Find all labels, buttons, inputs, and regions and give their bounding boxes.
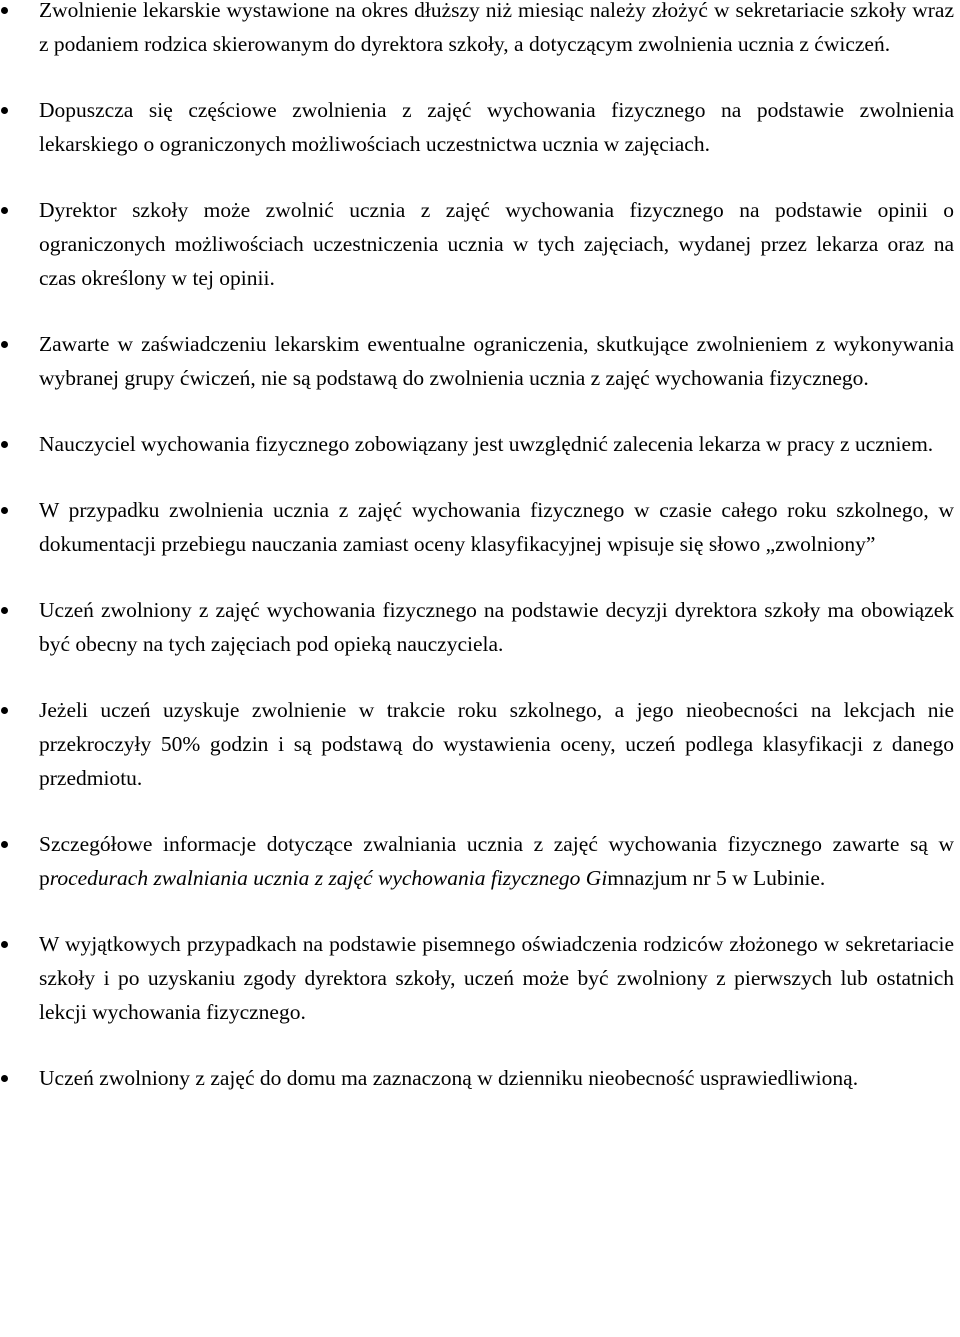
bullet-icon [1, 507, 8, 514]
list-item [0, 593, 960, 661]
list-item [0, 1061, 960, 1095]
list-item [0, 493, 960, 561]
bullet-icon [1, 607, 8, 614]
bullet-icon [1, 207, 8, 214]
list-item-text: Szczegółowe informacje dotyczące zwalniania ucznia z zajęć wychowania fizycznego zawarte są w p [39, 832, 954, 890]
list-item [0, 427, 960, 461]
list-item-text: Zwolnienie lekarskie wystawione na okres dłuższy niż miesiąc należy złożyć w sekretariacie szkoły wraz z podaniem rodzica skierowanym do dyrektora szkoły, a dotyczącym zwolnienia ucznia z ćwiczeń. [39, 0, 954, 56]
list-item-text: Dyrektor szkoły może zwolnić ucznia z zajęć wychowania fizycznego na podstawie opinii o ograniczonych możliwościach uczestniczenia ucznia w tych zajęciach, wydanej przez lekarza oraz na czas określony w tej opinii. [39, 198, 954, 290]
bullet-icon [1, 7, 8, 14]
list-item [0, 327, 960, 395]
list-item [0, 693, 960, 795]
list-item [0, 193, 960, 295]
list-item-text-end: mnazjum nr 5 w Lubinie. [607, 866, 826, 890]
bullet-icon [1, 341, 8, 348]
list-item-text: W wyjątkowych przypadkach na podstawie pisemnego oświadczenia rodziców złożonego w sekretariacie szkoły i po uzyskaniu zgody dyrektora szkoły, uczeń może być zwolniony z pierwszych lub ostatnich lekcji wychowania fizycznego. [39, 932, 954, 1024]
list-item [0, 0, 960, 61]
procedure-title: rocedurach zwalniania ucznia z zajęć wychowania fizycznego Gi [49, 866, 608, 890]
list-item-text: Jeżeli uczeń uzyskuje zwolnienie w trakcie roku szkolnego, a jego nieobecności na lekcjach nie przekroczyły 50% godzin i są podstawą do wystawienia oceny, uczeń podlega klasyfikacji z danego przedmiotu. [39, 698, 954, 790]
bullet-icon [1, 1075, 8, 1082]
list-item [0, 827, 960, 895]
list-item-text: W przypadku zwolnienia ucznia z zajęć wychowania fizycznego w czasie całego roku szkolnego, w dokumentacji przebiegu nauczania zamiast oceny klasyfikacyjnej wpisuje się słowo „zwolniony” [39, 498, 954, 556]
bullet-icon [1, 941, 8, 948]
list-item-text: Dopuszcza się częściowe zwolnienia z zajęć wychowania fizycznego na podstawie zwolnienia lekarskiego o ograniczonych możliwościach uczestnictwa ucznia w zajęciach. [39, 98, 954, 156]
bullet-icon [1, 441, 8, 448]
list-item-text: Uczeń zwolniony z zajęć wychowania fizycznego na podstawie decyzji dyrektora szkoły ma obowiązek być obecny na tych zajęciach pod opieką nauczyciela. [39, 598, 954, 656]
bullet-icon [1, 707, 8, 714]
bullet-icon [1, 841, 8, 848]
list-item-text: Zawarte w zaświadczeniu lekarskim ewentualne ograniczenia, skutkujące zwolnieniem z wykonywania wybranej grupy ćwiczeń, nie są podstawą do zwolnienia ucznia z zajęć wychowania fizycznego. [39, 332, 954, 390]
list-item-text: Uczeń zwolniony z zajęć do domu ma zaznaczoną w dzienniku nieobecność usprawiedliwioną. [39, 1066, 859, 1090]
list-item [0, 93, 960, 161]
list-item [0, 927, 960, 1029]
bullet-icon [1, 107, 8, 114]
list-item-text: Nauczyciel wychowania fizycznego zobowiązany jest uwzględnić zalecenia lekarza w pracy z uczniem. [39, 432, 934, 456]
